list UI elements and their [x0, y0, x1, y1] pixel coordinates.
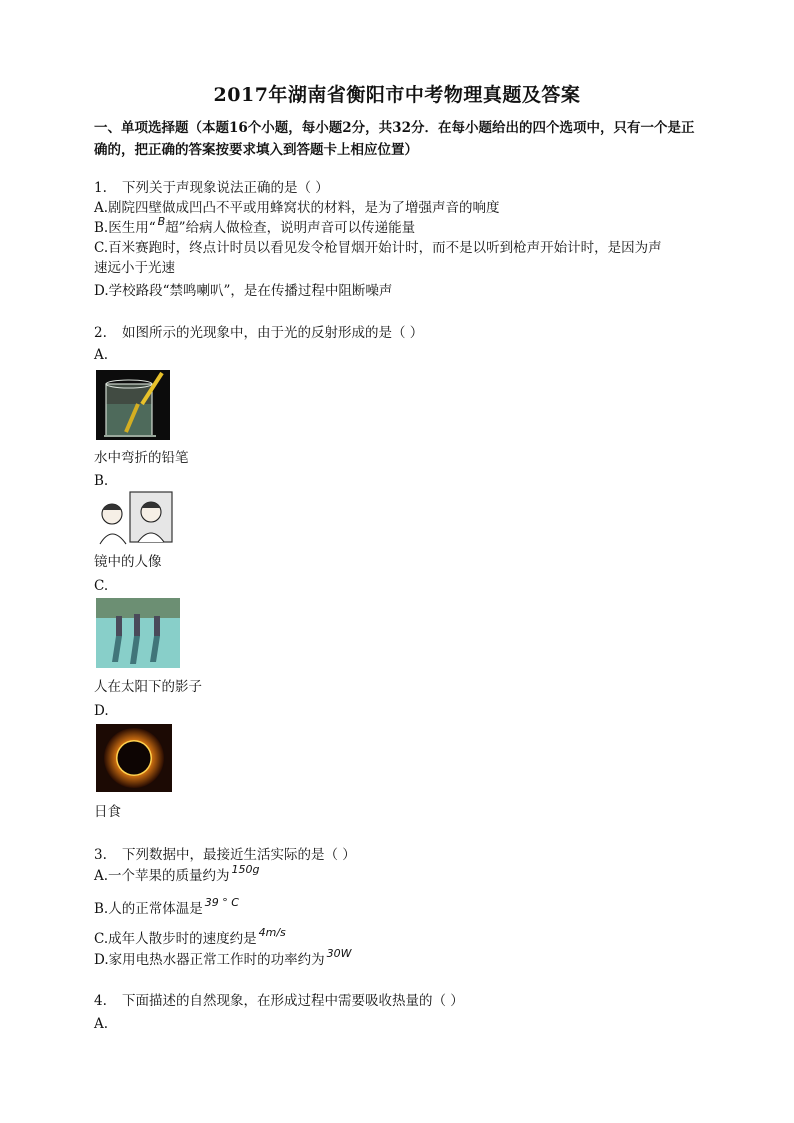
q3-option-d: D.家用电热水器正常工作时的功率约为 $^{30W}$	[94, 947, 352, 968]
question-text: 如图所示的光现象中，由于光的反射形成的是（ ）	[122, 325, 424, 341]
question-number: 2.	[94, 325, 107, 341]
q4-option-a-label: A.	[94, 1016, 109, 1032]
q2-option-b-label: B.	[94, 473, 109, 489]
q2-option-d-caption: 日食	[94, 804, 121, 820]
question-number: 4.	[94, 993, 107, 1009]
q2-option-b-caption: 镜中的人像	[94, 554, 162, 570]
math-value: 30W	[326, 947, 352, 960]
q3-option-c: C.成年人散步时的速度约是 $^{4m/s}$	[94, 926, 286, 947]
question-text: 下面描述的自然现象，在形成过程中需要吸收热量的（ ）	[122, 993, 464, 1009]
question-4-stem	[94, 991, 464, 1011]
q2-option-c-label: C.	[94, 578, 109, 594]
q2-option-a-label: A.	[94, 347, 109, 363]
math-value: 39 ° C	[204, 896, 239, 909]
question-text: 下列关于声现象说法正确的是（ ）	[122, 180, 329, 196]
question-2-stem	[94, 323, 423, 343]
question-number: 3.	[94, 847, 107, 863]
shadows-in-sun-image	[96, 598, 180, 668]
question-number: 1.	[94, 180, 107, 196]
pencil-in-water-image	[96, 370, 170, 440]
solar-eclipse-image	[96, 724, 172, 792]
q2-option-c-caption: 人在太阳下的影子	[94, 679, 202, 695]
q2-option-d-label: D.	[94, 703, 109, 719]
question-3-stem	[94, 845, 356, 865]
q3-option-b: B.人的正常体温是 $^{39 ^\circ C}$	[94, 896, 239, 917]
question-1-stem	[94, 178, 329, 198]
q1-option-b: B.医生用“ $^B$超”给病人做检查，说明声音可以传递能量	[94, 215, 416, 236]
math-value: 4m/s	[258, 926, 286, 939]
q1-option-d: D.学校路段“禁鸣喇叭”，是在传播过程中阻断噪声	[94, 283, 393, 299]
q2-option-a-caption: 水中弯折的铅笔	[94, 450, 189, 466]
q1-option-c-line2: 速远小于光速	[94, 260, 175, 276]
question-text: 下列数据中，最接近生活实际的是（ ）	[122, 847, 356, 863]
math-value: 150g	[231, 863, 260, 876]
q1-option-c-line1: C.百米赛跑时，终点计时员以看见发令枪冒烟开始计时，而不是以听到枪声开始计时，是因为声	[94, 240, 662, 256]
q1-option-a: A.剧院四壁做成凹凸不平或用蜂窝状的材料，是为了增强声音的响度	[94, 200, 500, 216]
q3-option-a: A.一个苹果的质量约为 $^{150g}$	[94, 863, 260, 884]
math-b: B	[157, 215, 166, 228]
mirror-image-picture	[96, 490, 176, 546]
page-title: 2017年湖南省衡阳市中考物理真题及答案	[213, 84, 581, 106]
section-heading: 一、单项选择题（本题16个小题，每小题2分，共32分．在每小题给出的四个选项中，只有一个是正确的，把正确的答案按要求填入到答题卡上相应位置）	[94, 120, 695, 158]
